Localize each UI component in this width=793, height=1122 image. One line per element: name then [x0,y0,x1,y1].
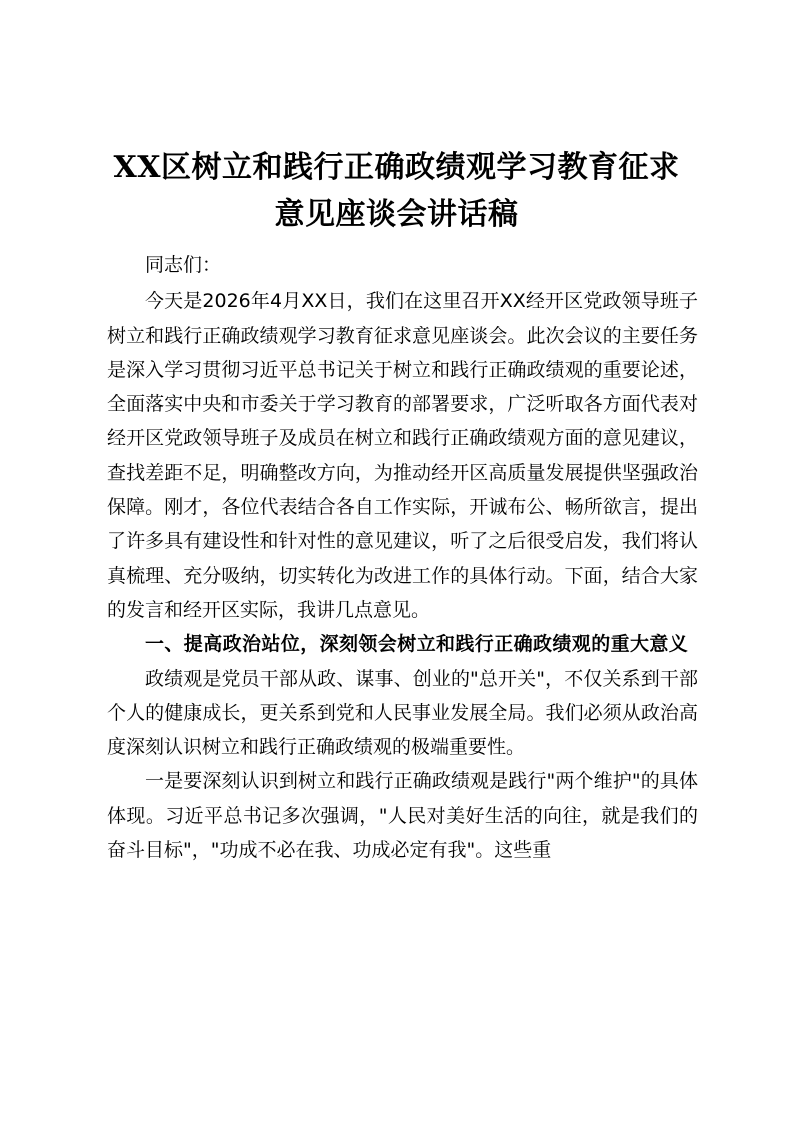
salutation-paragraph: 同志们： [145,254,222,276]
opening-paragraph: 今天是2026年4月XX日，我们在这里召开XX经开区党政领导班子树立和践行正确政绩观学习教育征求意见座谈会。此次会议的主要任务是深入学习贯彻习近平总书记关于树立和践行正确政绩观的重要论述，全面落实中央和市委关于学习教育的部署要求，广泛听取各方面代表对经开区党政领导班子及成员在树立和践行正确政绩观方面的意见建议，查找差距不足，明确整改方向，为推动经开区高质量发展提供坚强政治保障。刚才，各位代表结合各自工作实际，开诚布公、畅所欲言，提出了许多具有建设性和针对性的意见建议，听了之后很受启发，我们将认真梳理、充分吸纳，切实转化为改进工作的具体行动。下面，结合大家的发言和经开区实际，我讲几点意见。 [107,290,698,621]
document-body [107,248,698,867]
section-heading-1: 一、提高政治站位，深刻领会树立和践行正确政绩观的重大意义 [145,633,689,656]
section-1-point-1-paragraph: 一是要深刻认识到树立和践行正确政绩观是践行"两个维护"的具体体现。习近平总书记多次强调，"人民对美好生活的向往，就是我们的奋斗目标"，"功成不必在我、功成必定有我"。这些重 [107,770,698,862]
section-1-paragraph: 政绩观是党员干部从政、谋事、创业的"总开关"，不仅关系到干部个人的健康成长，更关系到党和人民事业发展全局。我们必须从政治高度深刻认识树立和践行正确政绩观的极端重要性。 [107,667,698,759]
document-title: XX区树立和践行正确政绩观学习教育征求意见座谈会讲话稿 [113,150,680,232]
